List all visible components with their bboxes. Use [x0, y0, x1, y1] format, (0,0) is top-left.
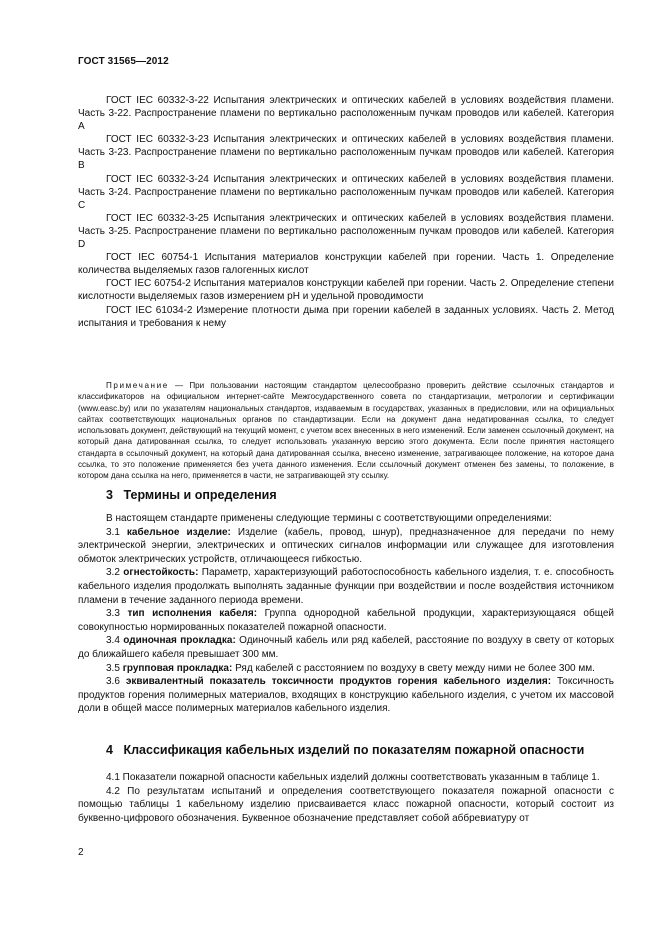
- definition-item: 3.2 огнестойкость: Параметр, характеризующий работоспособность кабельного изделия, т. е. способность кабельного изделия продолжать выполнять заданные функции при воздействии и после воздействия источником пламени в течение заданного периода времени.: [78, 567, 615, 606]
- definition-item: 3.6 эквивалентный показатель токсичности продуктов горения кабельного изделия: Токсичность продуктов горения полимерных материалов, входящих в конструкцию кабельного изделия, с учетом их массовой доли в общей массе полимерных материалов кабельного изделия.: [78, 676, 615, 715]
- definition-item: 3.3 тип исполнения кабеля: Группа однородной кабельной продукции, характеризующаяся общей совокупностью нормированных показателей пожарной опасности.: [78, 608, 614, 633]
- note-block: [78, 380, 614, 482]
- normative-references-list: [78, 94, 614, 330]
- section-4-heading: [106, 743, 584, 757]
- page-number: 2: [78, 847, 84, 858]
- section-3-heading: [106, 488, 277, 502]
- definition-item: 3.1 кабельное изделие: Изделие (кабель, провод, шнур), предназначенное для передачи по нему электрической энергии, электрических и оптических сигналов информации или служащее для изготовления обмоток электрических устройств, отличающееся гибкостью.: [78, 526, 614, 565]
- term: кабельное изделие:: [126, 526, 231, 538]
- section-4-body: [78, 771, 614, 825]
- definition-item: 3.4 одиночная прокладка: Одиночный кабель или ряд кабелей, расстояние по воздуху в свету от которых до ближайшего кабеля превышает 300 мм.: [78, 635, 615, 660]
- section-title: Классификация кабельных изделий по показателям пожарной опасности: [123, 743, 585, 757]
- term: одиночная прокладка:: [123, 635, 236, 647]
- term: групповая прокладка:: [122, 662, 233, 674]
- reference-item: ГОСТ IEC 60332-3-22 Испытания электрических и оптических кабелей в условиях воздействия пламени. Часть 3-22. Распространение пламени по вертикально расположенным пучкам проводов или кабелей. Категория А: [78, 95, 614, 133]
- term: эквивалентный показатель токсичности продуктов горения кабельного изделия:: [125, 676, 552, 688]
- paragraph: 4.1 Показатели пожарной опасности кабельных изделий должны соответствовать указанным в таблице 1.: [106, 772, 600, 783]
- reference-item: ГОСТ IEC 61034-2 Измерение плотности дыма при горении кабелей в заданных условиях. Часть 2. Метод испытания и требования к нему: [78, 304, 614, 329]
- definition-item: 3.5 групповая прокладка: Ряд кабелей с расстоянием по воздуху в свету между ними не более 300 мм.: [106, 662, 595, 674]
- section-number: 4: [106, 743, 113, 757]
- reference-item: ГОСТ IEC 60332-3-24 Испытания электрических и оптических кабелей в условиях воздействия пламени. Часть 3-24. Распространение пламени по вертикально расположенным пучкам проводов или кабелей. Категория С: [78, 173, 614, 211]
- section-number: 3: [106, 488, 113, 502]
- reference-item: ГОСТ IEC 60754-2 Испытания материалов конструкции кабелей при горении. Часть 2. Определение степени кислотности выделяемых газов измерением pH и удельной проводимости: [78, 278, 614, 303]
- document-code-header: ГОСТ 31565—2012: [78, 56, 169, 67]
- reference-item: ГОСТ IEC 60332-3-23 Испытания электрических и оптических кабелей в условиях воздействия пламени. Часть 3-23. Распространение пламени по вертикально расположенным пучкам проводов или кабелей. Категория В: [78, 134, 614, 172]
- term: тип исполнения кабеля:: [127, 608, 258, 620]
- reference-item: ГОСТ IEC 60754-1 Испытания материалов конструкции кабелей при горении. Часть 1. Определение количества выделяемых газов галогенных кислот: [78, 252, 614, 277]
- paragraph: 4.2 По результатам испытаний и определения соответствующего показателя пожарной опасности с помощью таблицы 1 кабельному изделию присваивается класс пожарной опасности, который состоит из буквенно-цифрового обозначения. Буквенное обозначение представляет собой аббревиатуру от: [78, 785, 614, 824]
- note-label: Примечание: [106, 381, 169, 390]
- term: огнестойкость:: [123, 567, 199, 579]
- note-text: — При пользовании настоящим стандартом целесообразно проверить действие ссылочных стандартов и классификаторов на официальном интернет-сайте Межгосударственного совета по стандартизации, метрологии и сертификации (www.easc.by) или по указателям национальных стандартов, издаваемым в государствах, указанных в предисловии, или на официальных сайтах соответствующих национальных органов по стандартизации. Если на документ дана недатированная ссылка, то следует использовать документ, действующий на текущий момент, с учетом всех внесенных в него изменений. Если заменен ссылочный документ, на который дана датированная ссылка, то следует использовать указанную версию этого документа. Если после принятия настоящего стандарта в ссылочный документ, на который дана датированная ссылка, внесено изменение, затрагивающее положение, на которое дана ссылка, то это положение применяется без учета данного изменения. Если ссылочный документ отменен без замены, то положение, в котором дана ссылка на него, применяется в части, не затрагивающей эту ссылку.: [78, 381, 614, 481]
- section-3-body: [78, 512, 614, 716]
- section-intro: В настоящем стандарте применены следующие термины с соответствующими определениями:: [106, 513, 552, 524]
- reference-item: ГОСТ IEC 60332-3-25 Испытания электрических и оптических кабелей в условиях воздействия пламени. Часть 3-25. Распространение пламени по вертикально расположенным пучкам проводов или кабелей. Категория D: [78, 212, 614, 251]
- section-title: Термины и определения: [123, 488, 277, 502]
